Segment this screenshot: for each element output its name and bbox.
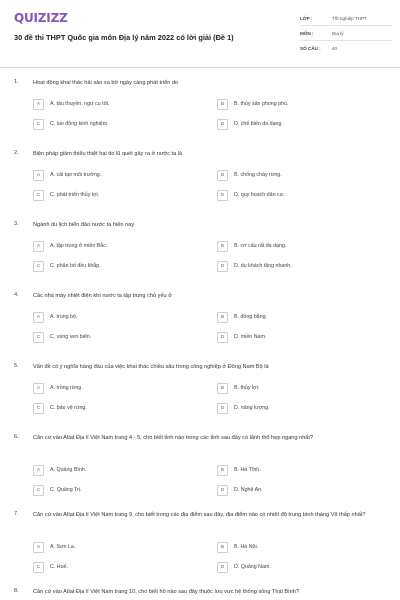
answer-option[interactable] xyxy=(33,170,217,181)
worksheet-header xyxy=(0,0,400,68)
answer-option[interactable] xyxy=(217,562,383,573)
options-row xyxy=(33,185,383,205)
question-number: 5. xyxy=(14,363,19,369)
option-text: C. bảo vệ rừng. xyxy=(50,405,87,411)
option-text: A. tập trung ở miền Bắc. xyxy=(50,243,108,249)
option-letter-box: D xyxy=(217,485,228,496)
answer-option[interactable] xyxy=(217,465,383,476)
meta-value: Tốt nghiệp THPT xyxy=(332,15,367,21)
option-text: B. Hà Nội. xyxy=(234,544,259,550)
option-letter-box: C xyxy=(33,119,44,130)
option-letter-box: B xyxy=(217,312,228,323)
answer-options xyxy=(33,165,383,205)
answer-option[interactable] xyxy=(217,312,383,323)
option-text: B. đồng bằng. xyxy=(234,314,267,320)
options-row xyxy=(33,256,383,276)
option-text: C. phát triển thủy lợi. xyxy=(50,192,100,198)
option-text: C. Huế. xyxy=(50,564,68,570)
answer-option[interactable] xyxy=(33,485,217,496)
option-text: A. Sơn La. xyxy=(50,544,76,550)
option-text: B. thủy lợi. xyxy=(234,385,260,391)
option-text: D. miền Nam. xyxy=(234,334,267,340)
answer-option[interactable] xyxy=(33,312,217,323)
option-text: A. trồng rừng. xyxy=(50,385,83,391)
option-text: A. tàu thuyền, ngư cụ tốt. xyxy=(50,101,110,107)
option-letter-box: B xyxy=(217,99,228,110)
option-text: B. thủy sản phong phú. xyxy=(234,101,289,107)
options-row xyxy=(33,460,383,480)
option-text: C. vùng ven biển. xyxy=(50,334,92,340)
answer-options xyxy=(33,378,383,418)
options-row xyxy=(33,378,383,398)
options-row xyxy=(33,307,383,327)
option-text: D. năng lượng. xyxy=(234,405,270,411)
option-letter-box: A xyxy=(33,542,44,553)
option-letter-box: C xyxy=(33,562,44,573)
option-text: B. cơ cấu rất đa dạng. xyxy=(234,243,287,249)
worksheet-title: 30 đề thi THPT Quốc gia môn Địa lý năm 2022 có lời giải (Đề 1) xyxy=(14,33,234,42)
meta-row-class xyxy=(300,11,392,26)
option-letter-box: D xyxy=(217,119,228,130)
question-item xyxy=(0,588,400,600)
meta-value: 40 xyxy=(332,46,338,51)
option-text: D. Nghệ An. xyxy=(234,487,263,493)
option-letter-box: D xyxy=(217,261,228,272)
answer-option[interactable] xyxy=(217,119,383,130)
answer-option[interactable] xyxy=(33,99,217,110)
option-letter-box: A xyxy=(33,170,44,181)
answer-options xyxy=(33,236,383,276)
answer-option[interactable] xyxy=(33,465,217,476)
option-letter-box: D xyxy=(217,190,228,201)
options-row xyxy=(33,94,383,114)
question-item xyxy=(0,221,400,292)
meta-label: MÔN : xyxy=(300,30,314,36)
answer-option[interactable] xyxy=(33,241,217,252)
question-text: Căn cứ vào Atlat Địa lí Việt Nam trang 10, cho biết hồ nào sau đây thuộc lưu vực hệ thống sông Thái Bình? xyxy=(33,589,300,595)
question-number: 1. xyxy=(14,79,19,85)
option-letter-box: A xyxy=(33,241,44,252)
quizizz-logo: QUIZIZZ xyxy=(14,11,68,25)
option-text: C. Quảng Trị. xyxy=(50,487,82,493)
answer-option[interactable] xyxy=(217,542,383,553)
question-text: Vấn đề có ý nghĩa hàng đầu của việc khai thác chiều sâu trong công nghiệp ở Đông Nam Bộ là xyxy=(33,364,269,370)
option-letter-box: D xyxy=(217,562,228,573)
option-letter-box: B xyxy=(217,465,228,476)
question-text: Biện pháp giảm thiểu thiệt hại do lũ quét gây ra ở nước ta là xyxy=(33,151,183,157)
answer-option[interactable] xyxy=(33,403,217,414)
question-item xyxy=(0,292,400,363)
option-text: A. cải tạo môi trường. xyxy=(50,172,102,178)
question-item xyxy=(0,363,400,434)
answer-option[interactable] xyxy=(217,261,383,272)
answer-option[interactable] xyxy=(217,170,383,181)
options-row xyxy=(33,480,383,500)
option-text: A. Quảng Bình. xyxy=(50,467,87,473)
answer-option[interactable] xyxy=(217,332,383,343)
option-text: B. Hà Tĩnh. xyxy=(234,467,261,473)
answer-option[interactable] xyxy=(217,383,383,394)
meta-value: Địa lý xyxy=(332,30,344,36)
question-number: 4. xyxy=(14,292,19,298)
option-letter-box: B xyxy=(217,241,228,252)
options-row xyxy=(33,236,383,256)
answer-option[interactable] xyxy=(217,190,383,201)
options-row xyxy=(33,537,383,557)
option-letter-box: C xyxy=(33,485,44,496)
answer-option[interactable] xyxy=(33,332,217,343)
option-letter-box: A xyxy=(33,465,44,476)
answer-options xyxy=(33,307,383,347)
question-item xyxy=(0,511,400,588)
question-text: Các nhà máy nhiệt điện khí nước ta tập trung chủ yếu ở xyxy=(33,293,172,299)
question-text: Hoạt động khai thác hải sản xa bờ ngày càng phát triển do xyxy=(33,80,179,86)
options-row xyxy=(33,165,383,185)
option-letter-box: C xyxy=(33,332,44,343)
option-letter-box: B xyxy=(217,383,228,394)
question-number: 8. xyxy=(14,588,19,594)
option-text: A. trung bộ. xyxy=(50,314,78,320)
question-item xyxy=(0,79,400,150)
question-item xyxy=(0,150,400,221)
option-letter-box: D xyxy=(217,403,228,414)
answer-option[interactable] xyxy=(217,241,383,252)
options-row xyxy=(33,398,383,418)
option-text: D. chế biến đa dạng. xyxy=(234,121,283,127)
question-number: 3. xyxy=(14,221,19,227)
option-letter-box: A xyxy=(33,99,44,110)
option-letter-box: C xyxy=(33,403,44,414)
answer-option[interactable] xyxy=(33,542,217,553)
question-text: Căn cứ vào Atlat Địa lí Việt Nam trang 4 - 5, cho biết tỉnh nào trong các tỉnh sau đây có lãnh thổ hẹp ngang nhất? xyxy=(33,435,314,441)
option-text: B. chống cháy rừng. xyxy=(234,172,282,178)
option-letter-box: A xyxy=(33,312,44,323)
option-text: C. phân bố đều khắp. xyxy=(50,263,101,269)
question-number: 6. xyxy=(14,434,19,440)
answer-option[interactable] xyxy=(33,190,217,201)
options-row xyxy=(33,327,383,347)
answer-option[interactable] xyxy=(33,562,217,573)
answer-option[interactable] xyxy=(33,119,217,130)
question-number: 7. xyxy=(14,511,19,517)
meta-row-count xyxy=(300,41,392,56)
question-text: Căn cứ vào Atlat Địa lí Việt Nam trang 9, cho biết trong các địa điểm sau đây, địa điểm nào có nhiệt độ trung bình tháng VII thấp nhất? xyxy=(33,512,366,518)
meta-row-subject xyxy=(300,26,392,41)
question-text: Ngành du lịch biển đảo nước ta hiện nay xyxy=(33,222,135,228)
option-letter-box: A xyxy=(33,383,44,394)
question-item xyxy=(0,434,400,511)
answer-options xyxy=(33,537,383,577)
worksheet-meta xyxy=(300,11,392,56)
answer-option[interactable] xyxy=(217,403,383,414)
meta-label: LỚP : xyxy=(300,15,313,21)
answer-options xyxy=(33,94,383,134)
answer-option[interactable] xyxy=(217,485,383,496)
option-letter-box: C xyxy=(33,190,44,201)
option-text: D. Quảng Nam. xyxy=(234,564,271,570)
option-text: D. du khách tăng nhanh. xyxy=(234,263,292,269)
meta-label: SỐ CÂU : xyxy=(300,46,321,51)
answer-option[interactable] xyxy=(33,383,217,394)
option-letter-box: B xyxy=(217,170,228,181)
answer-option[interactable] xyxy=(217,99,383,110)
option-text: D. quy hoạch dân cư. xyxy=(234,192,285,198)
option-letter-box: C xyxy=(33,261,44,272)
options-row xyxy=(33,557,383,577)
question-number: 2. xyxy=(14,150,19,156)
option-letter-box: B xyxy=(217,542,228,553)
option-text: C. lao động kinh nghiệm. xyxy=(50,121,109,127)
answer-option[interactable] xyxy=(33,261,217,272)
options-row xyxy=(33,114,383,134)
answer-options xyxy=(33,460,383,500)
option-letter-box: D xyxy=(217,332,228,343)
question-list xyxy=(0,79,400,600)
